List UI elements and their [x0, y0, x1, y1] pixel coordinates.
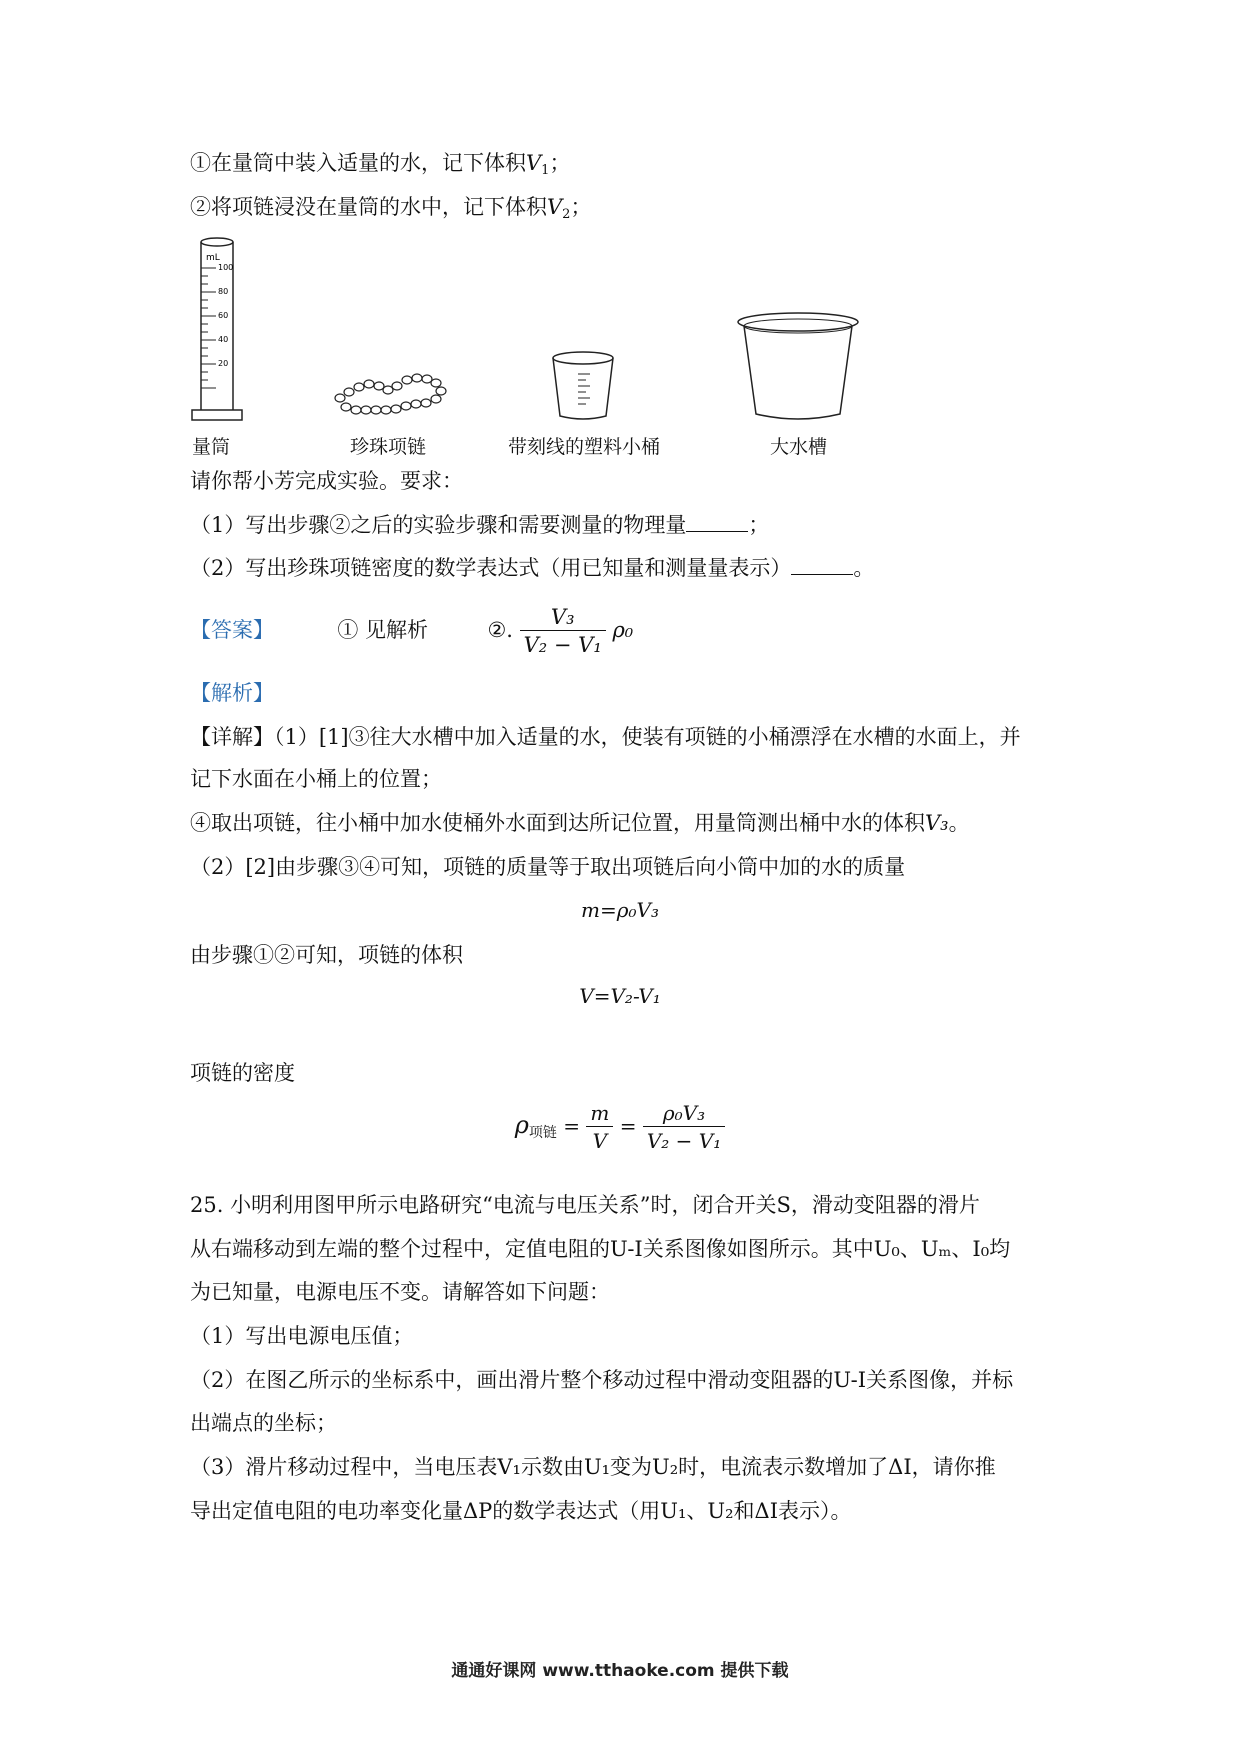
detail-line-2: 记下水面在小桶上的位置；: [190, 767, 442, 791]
water-tank-figure: [735, 310, 861, 426]
q25-sub-1: （1）写出电源电压值；: [190, 1324, 414, 1348]
svg-text:100: 100: [218, 263, 234, 272]
detail-line-4: （2）[2]由步骤③④可知，项链的质量等于取出项链后向小筒中加的水的质量: [190, 855, 906, 879]
bucket-caption: 带刻线的塑料小桶: [508, 436, 661, 458]
svg-text:20: 20: [218, 359, 229, 368]
question-1: （1）写出步骤②之后的实验步骤和需要测量的物理量 ；: [190, 513, 770, 537]
q25-sub-3b: 导出定值电阻的电功率变化量ΔP的数学表达式（用U₁、U₂和ΔI表示）。: [190, 1499, 852, 1523]
pearl-necklace-figure: [330, 370, 450, 420]
tank-caption: 大水槽: [770, 436, 828, 458]
density-text: 项链的密度: [190, 1061, 295, 1085]
answer-fraction: $\frac{\text{V₃}}{\text{V₂ − V₁}}$: [520, 604, 606, 659]
page-footer: 通通好课网 www.tthaoke.com 提供下载: [451, 1661, 789, 1681]
density-fraction-1: $\frac{m}{V}$: [586, 1100, 613, 1155]
density-fraction-2: $\frac{\text{ρ₀V₃}}{\text{V₂ − V₁}}$: [643, 1100, 725, 1155]
step-2: ②将项链浸没在量筒的水中，记下体积$V_2$；: [190, 195, 592, 222]
detail-line-3: ④取出项链，往小桶中加水使桶外水面到达所记位置，用量筒测出桶中水的体积V₃。: [190, 811, 970, 835]
svg-text:mL: mL: [206, 253, 220, 263]
formula-volume: V=V₂-V₁: [579, 984, 661, 1008]
svg-text:80: 80: [218, 287, 229, 296]
q25-sub-3a: （3）滑片移动过程中，当电压表V₁示数由U₁变为U₂时，电流表示数增加了ΔI，请你推: [190, 1455, 996, 1479]
answer-blank-1: [686, 513, 748, 532]
answer-line: 【答案】 ① 见解析 ②. $\frac{\text{V₃}}{\text{V₂ − V₁}}$ ρ₀: [190, 605, 634, 657]
analysis-tag: 【解析】: [190, 681, 274, 705]
q25-sub-2a: （2）在图乙所示的坐标系中，画出滑片整个移动过程中滑动变阻器的U-I关系图像，并标: [190, 1368, 1014, 1392]
svg-text:60: 60: [218, 311, 229, 320]
svg-text:40: 40: [218, 335, 229, 344]
q25-line-3: 为已知量，电源电压不变。请解答如下问题：: [190, 1280, 610, 1304]
q25-line-1: 25. 小明利用图甲所示电路研究“电流与电压关系”时，闭合开关S，滑动变阻器的滑片: [190, 1193, 980, 1217]
formula-density: $\rho_{项链}$ = $\frac{m}{V}$ = $\frac{\text{ρ₀V₃}}{\text{V₂ − V₁}}$: [0, 1100, 1240, 1155]
question-intro: 请你帮小芳完成实验。要求：: [190, 469, 463, 493]
question-2: （2）写出珍珠项链密度的数学表达式（用已知量和测量量表示） 。: [190, 556, 875, 580]
cylinder-caption: 量筒: [192, 436, 231, 458]
plastic-bucket-figure: [548, 350, 618, 422]
formula-mass: m=ρ₀V₃: [581, 898, 659, 922]
step-1: ①在量筒中装入适量的水，记下体积$V_1$；: [190, 151, 571, 178]
volume-text: 由步骤①②可知，项链的体积: [190, 943, 463, 967]
q25-line-2: 从右端移动到左端的整个过程中，定值电阻的U-I关系图像如图所示。其中U₀、Uₘ、I₀均: [190, 1237, 1011, 1261]
graduated-cylinder-figure: [188, 232, 248, 432]
detail-line-1: 【详解】（1）[1]③往大水槽中加入适量的水，使装有项链的小桶漂浮在水槽的水面上，并: [190, 725, 1021, 749]
q25-sub-2b: 出端点的坐标；: [190, 1411, 337, 1435]
answer-tag: 【答案】: [190, 618, 274, 642]
necklace-caption: 珍珠项链: [350, 436, 427, 458]
answer-blank-2: [791, 556, 853, 575]
